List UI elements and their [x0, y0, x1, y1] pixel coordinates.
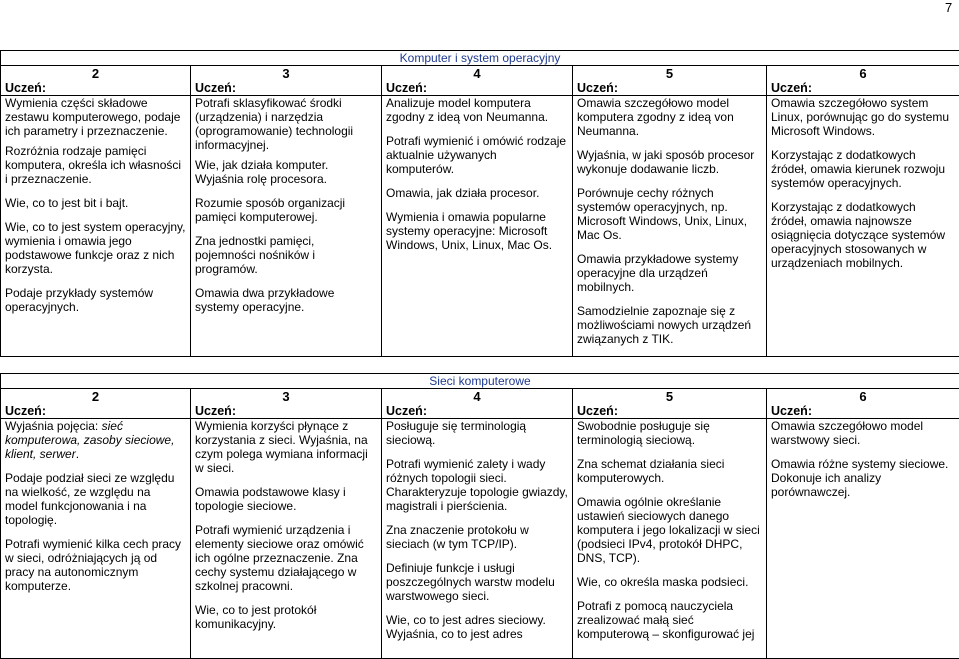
column-header: Uczeń: — [1, 81, 191, 96]
requirement-suffix: . — [76, 447, 79, 461]
grade-number: 3 — [191, 66, 382, 82]
grade-number: 3 — [191, 389, 382, 405]
requirement-item: Wymienia i omawia popularne systemy operacyjne: Microsoft Windows, Unix, Linux, Mac Os. — [386, 210, 568, 252]
requirements-cell — [191, 419, 382, 659]
requirements-cell — [767, 419, 959, 659]
requirement-item: Zna jednostki pamięci, pojemności nośników i programów. — [195, 234, 377, 276]
column-header: Uczeń: — [767, 81, 959, 96]
requirement-item: Omawia szczegółowo system Linux, porównując go do systemu Microsoft Windows. — [771, 96, 955, 138]
requirement-item: Wie, co to jest bit i bajt. — [5, 196, 186, 210]
requirement-item: Wie, co to jest protokół komunikacyjny. — [195, 603, 377, 631]
column-header: Uczeń: — [191, 404, 382, 419]
requirement-item: Wyjaśnia, w jaki sposób procesor wykonuje dodawanie liczb. — [577, 148, 762, 176]
requirement-item: Wie, jak działa komputer. Wyjaśnia rolę procesora. — [195, 158, 377, 186]
requirement-item: Korzystając z dodatkowych źródeł, omawia najnowsze osiągnięcia dotyczące systemów operacyjnych stosowanych w urządzeniach mobilnych. — [771, 200, 955, 270]
requirements-cell — [1, 96, 191, 357]
requirement-item: Potrafi sklasyfikować środki (urządzenia) i narzędzia (oprogramowanie) technologii informacyjnej. — [195, 96, 377, 152]
requirement-item: Wie, co określa maska podsieci. — [577, 575, 762, 589]
column-header: Uczeń: — [191, 81, 382, 96]
requirement-item: Podaje przykłady systemów operacyjnych. — [5, 286, 186, 314]
requirements-cell — [573, 96, 767, 357]
requirement-item: Definiuje funkcje i usługi poszczególnych warstw modelu warstwowego sieci. — [386, 561, 568, 603]
requirements-cell — [382, 419, 573, 659]
section-title: Komputer i system operacyjny — [1, 51, 959, 66]
column-header: Uczeń: — [382, 81, 573, 96]
requirement-item: Potrafi wymienić urządzenia i elementy sieciowe oraz omówić ich ogólne przeznaczenie. Zna cechy systemu działającego w szkolnej pracowni. — [195, 523, 377, 593]
column-header: Uczeń: — [767, 404, 959, 419]
grade-number: 4 — [382, 389, 573, 405]
requirement-prefix: Wyjaśnia pojęcia: — [5, 419, 102, 433]
requirement-item: Samodzielnie zapoznaje się z możliwościami nowych urządzeń związanych z TIK. — [577, 304, 762, 346]
requirements-cell — [382, 96, 573, 357]
requirement-item: Omawia podstawowe klasy i topologie sieciowe. — [195, 485, 377, 513]
requirement-item: Omawia szczegółowo model komputera zgodny z ideą von Neumanna. — [577, 96, 762, 138]
page-number: 7 — [945, 0, 952, 15]
requirement-item: Rozróżnia rodzaje pamięci komputera, określa ich własności i przeznaczenie. — [5, 144, 186, 186]
requirements-cell — [573, 419, 767, 659]
grade-number: 5 — [573, 389, 767, 405]
requirement-item: Wie, co to jest system operacyjny, wymienia i omawia jego podstawowe funkcje oraz z nich korzysta. — [5, 220, 186, 276]
requirement-item: Wymienia korzyści płynące z korzystania z sieci. Wyjaśnia, na czym polega wymiana informacji w sieci. — [195, 419, 377, 475]
requirement-item: Omawia dwa przykładowe systemy operacyjne. — [195, 286, 377, 314]
grade-number: 2 — [1, 66, 191, 82]
requirement-item: Omawia przykładowe systemy operacyjne dla urządzeń mobilnych. — [577, 252, 762, 294]
requirement-item: Zna schemat działania sieci komputerowych. — [577, 457, 762, 485]
grade-number: 6 — [767, 66, 959, 82]
requirement-item: Potrafi z pomocą nauczyciela zrealizować małą sieć komputerową – skonfigurować jej — [577, 599, 762, 641]
requirement-item: Potrafi wymienić kilka cech pracy w sieci, odróżniających ją od pracy na autonomicznym komputerze. — [5, 537, 186, 593]
column-header: Uczeń: — [573, 81, 767, 96]
requirements-cell — [191, 96, 382, 357]
section-table-networks — [0, 373, 959, 659]
grade-number: 5 — [573, 66, 767, 82]
requirement-item: Potrafi wymienić zalety i wady różnych topologii sieci. Charakteryzuje topologie gwiazdy, magistrali i pierścienia. — [386, 457, 568, 513]
requirement-item — [5, 419, 186, 461]
requirement-item: Analizuje model komputera zgodny z ideą von Neumanna. — [386, 96, 568, 124]
requirements-cell — [1, 419, 191, 659]
requirement-item: Swobodnie posługuje się terminologią sieciową. — [577, 419, 762, 447]
requirement-item: Potrafi wymienić i omówić rodzaje aktualnie używanych komputerów. — [386, 134, 568, 176]
column-header: Uczeń: — [573, 404, 767, 419]
section-table-os — [0, 50, 959, 357]
requirement-item: Posługuje się terminologią sieciową. — [386, 419, 568, 447]
requirements-cell — [767, 96, 959, 357]
requirement-item: Omawia, jak działa procesor. — [386, 186, 568, 200]
requirement-item: Omawia szczegółowo model warstwowy sieci. — [771, 419, 955, 447]
requirement-item: Rozumie sposób organizacji pamięci komputerowej. — [195, 196, 377, 224]
grade-number: 4 — [382, 66, 573, 82]
column-header: Uczeń: — [1, 404, 191, 419]
grade-number: 2 — [1, 389, 191, 405]
requirement-item: Porównuje cechy różnych systemów operacyjnych, np. Microsoft Windows, Unix, Linux, Mac Os. — [577, 186, 762, 242]
requirement-item: Wie, co to jest adres sieciowy. Wyjaśnia, co to jest adres — [386, 613, 568, 641]
requirement-item: Omawia ogólnie określanie ustawień sieciowych danego komputera i jego lokalizacji w sieci (podsieci IPv4, protokół DHPC, DNS, TCP). — [577, 495, 762, 565]
grade-number: 6 — [767, 389, 959, 405]
requirement-item: Wymienia części składowe zestawu komputerowego, podaje ich parametry i przeznaczenie. — [5, 96, 186, 138]
requirement-item: Podaje podział sieci ze względu na wielkość, ze względu na model funkcjonowania i na topologię. — [5, 471, 186, 527]
column-header: Uczeń: — [382, 404, 573, 419]
requirement-item: Korzystając z dodatkowych źródeł, omawia kierunek rozwoju systemów operacyjnych. — [771, 148, 955, 190]
section-title: Sieci komputerowe — [1, 374, 959, 389]
requirement-item: Omawia różne systemy sieciowe. Dokonuje ich analizy porównawczej. — [771, 457, 955, 499]
requirement-item: Zna znaczenie protokołu w sieciach (w tym TCP/IP). — [386, 523, 568, 551]
requirement-terms: sieć komputerowa, zasoby sieciowe, klient, serwer — [5, 419, 174, 461]
